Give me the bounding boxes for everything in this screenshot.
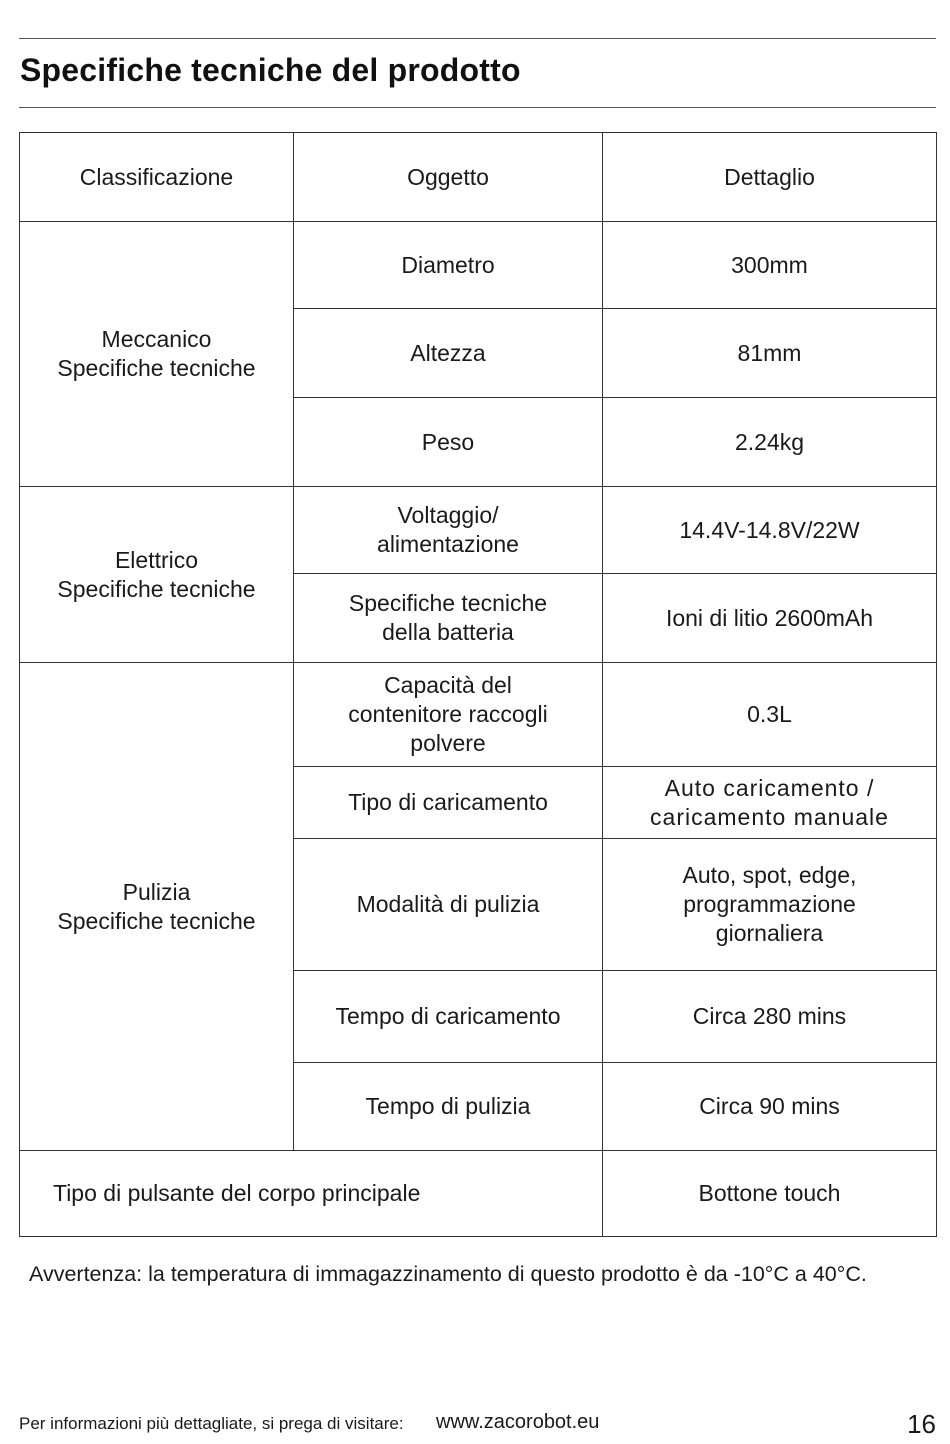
detail-cell: Ioni di litio 2600mAh [603, 574, 937, 663]
header-classification: Classificazione [20, 133, 294, 222]
top-rule [19, 38, 936, 39]
item-cell: Diametro [294, 222, 603, 309]
detail-cell: Circa 280 mins [603, 971, 937, 1063]
detail-cell: Bottone touch [603, 1151, 937, 1237]
table-row [20, 222, 937, 309]
category-cleaning: Pulizia Specifiche tecniche [20, 663, 294, 1151]
item-cell: Tipo di caricamento [294, 767, 603, 839]
detail-cell: 300mm [603, 222, 937, 309]
item-cell: Tempo di caricamento [294, 971, 603, 1063]
title-underline [19, 107, 936, 108]
footer-url: www.zacorobot.eu [436, 1411, 600, 1433]
detail-cell: 14.4V-14.8V/22W [603, 487, 937, 574]
detail-cell: 81mm [603, 309, 937, 398]
category-mechanical: Meccanico Specifiche tecniche [20, 222, 294, 487]
category-electrical: Elettrico Specifiche tecniche [20, 487, 294, 663]
item-cell: Tempo di pulizia [294, 1063, 603, 1151]
page-title: Specifiche tecniche del prodotto [20, 52, 521, 88]
header-detail: Dettaglio [603, 133, 937, 222]
item-cell: Peso [294, 398, 603, 487]
detail-cell: 0.3L [603, 663, 937, 767]
detail-cell: Circa 90 mins [603, 1063, 937, 1151]
item-cell: Capacità del contenitore raccogli polvere [294, 663, 603, 767]
item-cell: Voltaggio/ alimentazione [294, 487, 603, 574]
table-row [20, 1151, 937, 1237]
detail-cell: Auto caricamento / caricamento manuale [603, 767, 937, 839]
item-cell: Modalità di pulizia [294, 839, 603, 971]
table-row [20, 663, 937, 767]
storage-warning: Avvertenza: la temperatura di immagazzinamento di questo prodotto è da -10°C a 40°C. [29, 1262, 867, 1286]
header-item: Oggetto [294, 133, 603, 222]
detail-cell: 2.24kg [603, 398, 937, 487]
table-header-row [20, 133, 937, 222]
item-cell: Specifiche tecniche della batteria [294, 574, 603, 663]
item-cell: Altezza [294, 309, 603, 398]
button-type-label: Tipo di pulsante del corpo principale [20, 1151, 603, 1237]
detail-cell: Auto, spot, edge, programmazione giornaliera [603, 839, 937, 971]
spec-table [19, 132, 937, 1237]
table-row [20, 487, 937, 574]
page-number: 16 [907, 1409, 936, 1439]
footer-text: Per informazioni più dettagliate, si prega di visitare: [19, 1414, 404, 1433]
